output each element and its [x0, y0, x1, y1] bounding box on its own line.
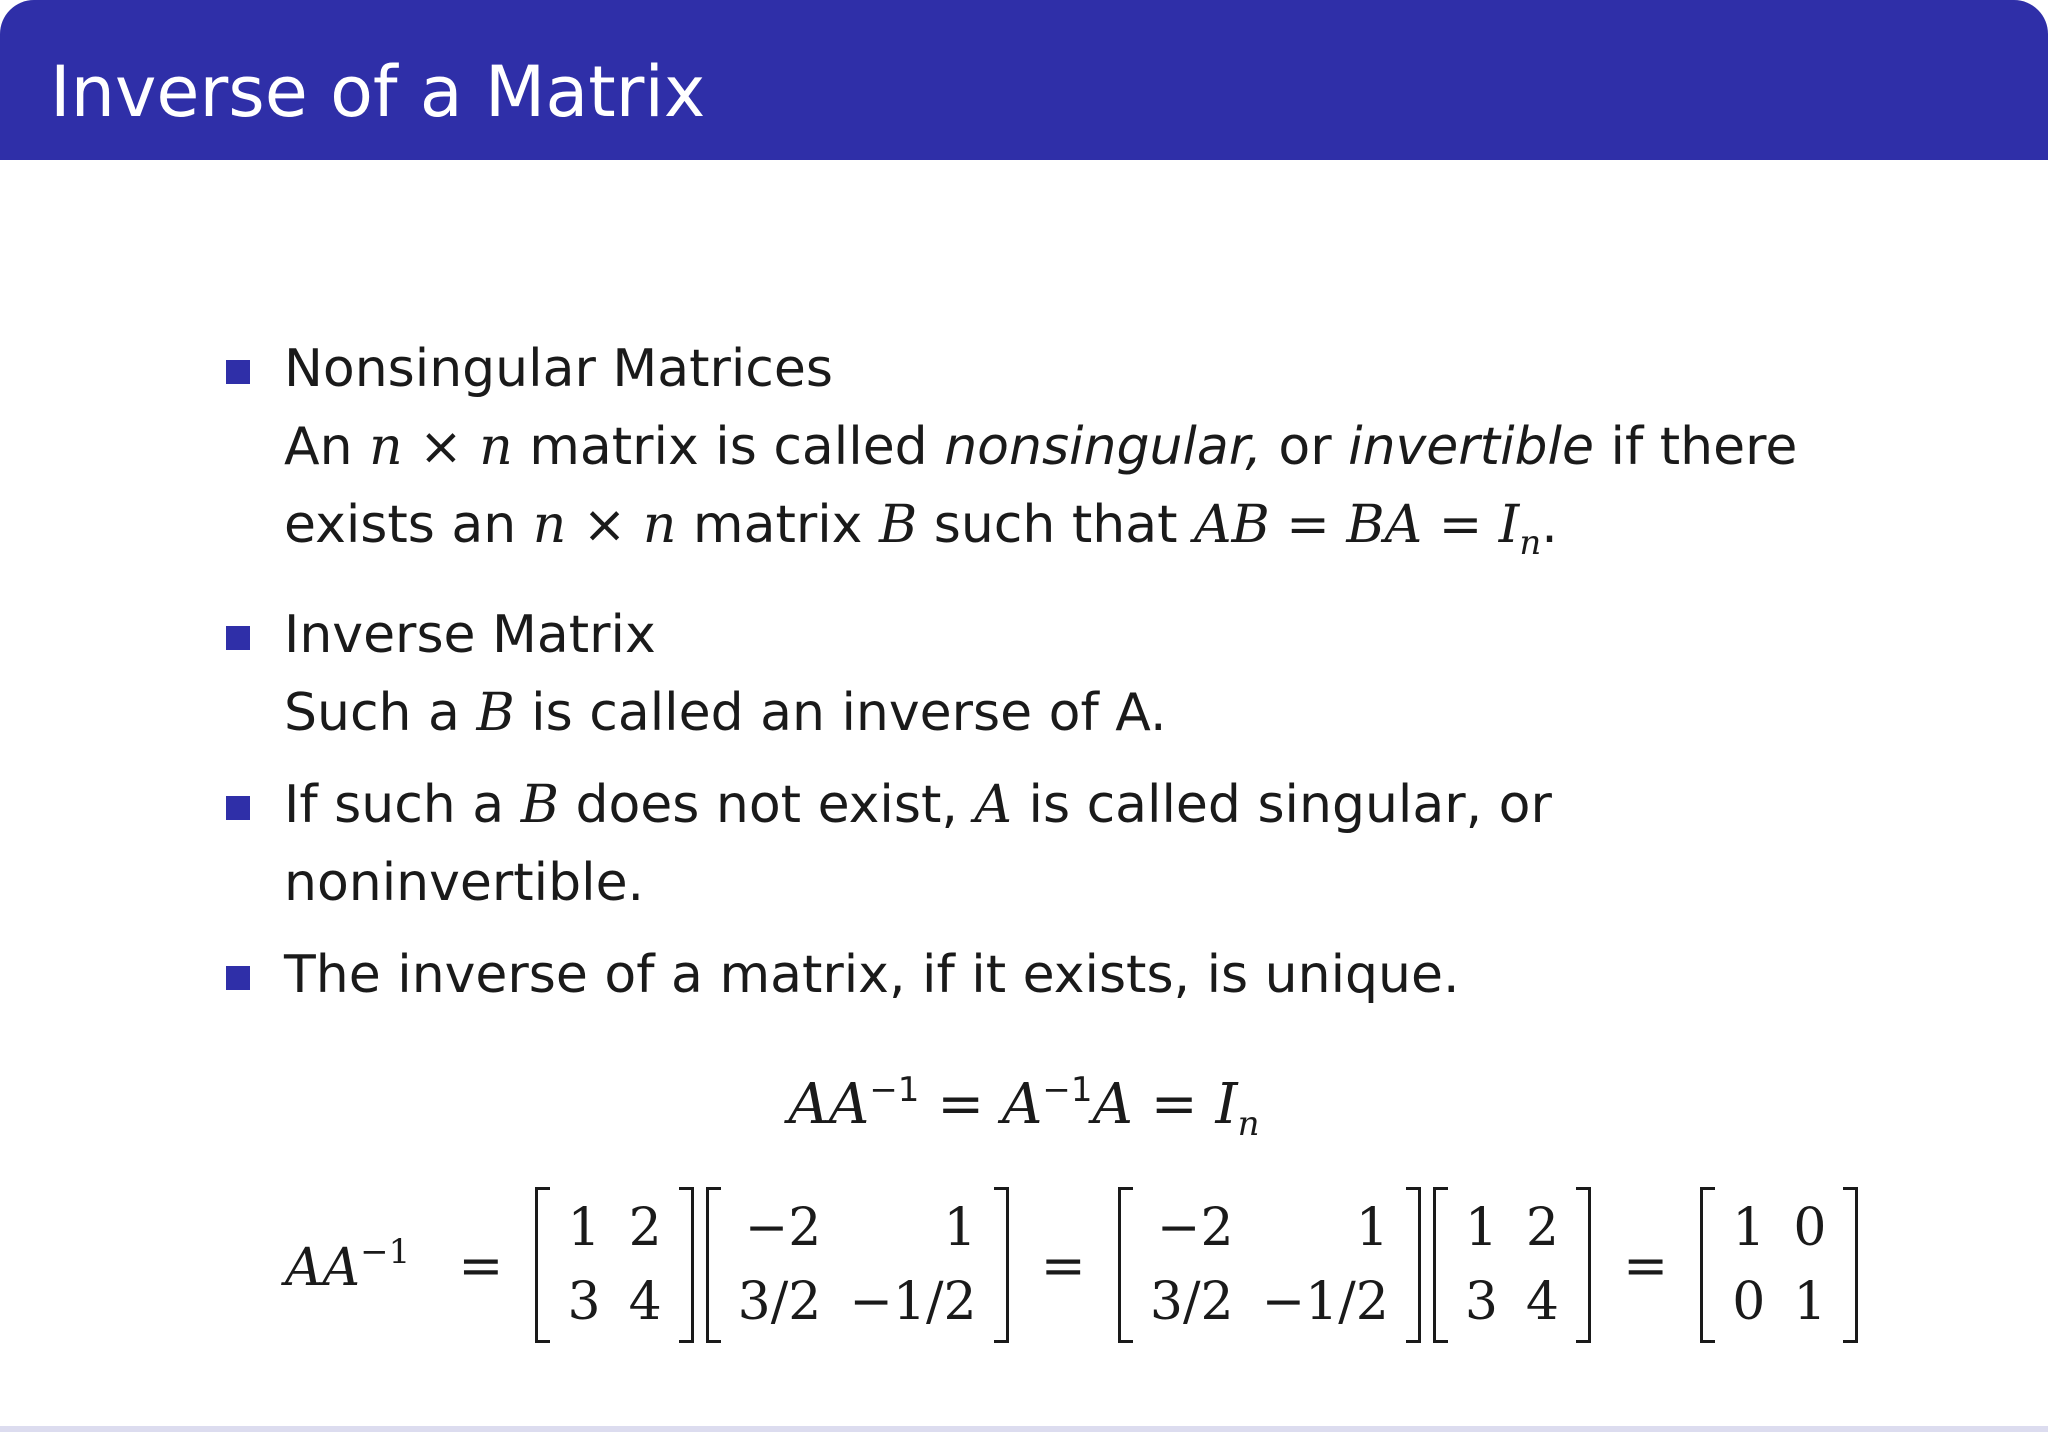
bullet-item-nonsingular	[222, 330, 1872, 582]
matrix-cell: 1	[1793, 1272, 1827, 1332]
matrix-cell: −2	[744, 1198, 822, 1258]
bullet-heading: Inverse Matrix	[284, 605, 656, 665]
matrix-equation	[285, 1185, 1864, 1345]
matrix-cell: 4	[1525, 1272, 1560, 1332]
math-superscript: −1	[1042, 1070, 1093, 1110]
slide-bottom-edge	[0, 1426, 2048, 1432]
matrix-cell: 3	[567, 1272, 601, 1332]
matrix-cell: −2	[1156, 1198, 1234, 1258]
matrix-cell: 0	[1793, 1198, 1827, 1258]
times-symbol: ×	[402, 417, 480, 477]
matrix-cell: −1/2	[849, 1272, 977, 1332]
matrix-cell: 1	[943, 1198, 977, 1258]
emphasis-nonsingular: nonsingular,	[944, 417, 1262, 477]
bullet-item-singular	[222, 766, 1872, 922]
matrix-cell: 4	[628, 1272, 662, 1332]
matrix-equation-lhs	[285, 1232, 410, 1298]
math-var: AA	[285, 1238, 361, 1298]
math-var: I	[1215, 1072, 1238, 1137]
math-var: n	[642, 495, 677, 555]
slide-title: Inverse of a Matrix	[50, 51, 706, 133]
emphasis-invertible: invertible	[1348, 417, 1594, 477]
text-span: such that	[917, 495, 1194, 555]
times-symbol: ×	[566, 495, 643, 555]
matrix-cell: 3/2	[1149, 1272, 1234, 1332]
math-var: n	[369, 417, 403, 477]
text-span: or	[1261, 417, 1349, 477]
bullet-heading: Nonsingular Matrices	[284, 339, 833, 399]
matrix-cell: 3	[1464, 1272, 1498, 1332]
matrix-cell: 2	[628, 1198, 662, 1258]
bullet-list	[222, 330, 1872, 1028]
math-var: B	[476, 683, 515, 743]
text-span: if there exists an	[284, 417, 1798, 555]
math-var: B	[878, 495, 918, 555]
matrix-cell: 3/2	[737, 1272, 822, 1332]
equals-sign: =	[1040, 1233, 1086, 1297]
bullet-body	[284, 766, 1872, 922]
math-var: A	[1001, 1072, 1043, 1137]
bullet-body	[284, 408, 1872, 582]
matrix-cell: 1	[1355, 1198, 1389, 1258]
math-var: B	[520, 775, 559, 835]
equals-sign: =	[1133, 1072, 1216, 1137]
math-subscript: n	[1519, 523, 1542, 563]
math-superscript: −1	[869, 1070, 920, 1110]
matrix-cell: 1	[567, 1198, 601, 1258]
math-var: n	[479, 417, 513, 477]
bullet-square-icon	[226, 360, 250, 384]
text-span: If such a	[284, 775, 521, 835]
matrix-identity	[1700, 1187, 1858, 1343]
text-span: is called singular, or noninvertible.	[284, 775, 1552, 913]
math-equation: AB = BA = I	[1194, 495, 1520, 555]
matrix-a	[535, 1187, 693, 1343]
math-var: A	[1092, 1072, 1133, 1137]
slide-header	[0, 0, 2048, 160]
matrix-cell: 0	[1732, 1272, 1766, 1332]
matrix-a	[1433, 1187, 1591, 1343]
bullet-square-icon	[226, 966, 250, 990]
matrix-cell: 2	[1525, 1198, 1560, 1258]
math-var: A	[974, 775, 1012, 835]
text-span: is called an inverse of A.	[514, 683, 1167, 743]
bullet-item-inverse-matrix	[222, 596, 1872, 752]
math-subscript: n	[1237, 1104, 1260, 1144]
matrix-cell: −1/2	[1261, 1272, 1389, 1332]
text-span: An	[284, 417, 370, 477]
math-var: AA	[788, 1072, 870, 1137]
equals-sign: =	[458, 1233, 504, 1297]
text-span: .	[1541, 495, 1558, 555]
math-superscript: −1	[360, 1232, 411, 1272]
bullet-body	[284, 674, 1872, 752]
bullet-body: The inverse of a matrix, if it exists, is unique.	[284, 945, 1460, 1005]
text-span: matrix is called	[512, 417, 945, 477]
text-span: matrix	[676, 495, 879, 555]
matrix-cell: 1	[1732, 1198, 1766, 1258]
text-span: does not exist,	[558, 775, 975, 835]
bullet-item-unique	[222, 936, 1872, 1014]
matrix-a-inverse	[1118, 1187, 1421, 1343]
matrix-a-inverse	[706, 1187, 1009, 1343]
equals-sign: =	[1623, 1233, 1669, 1297]
math-var: n	[532, 495, 567, 555]
inverse-identity-formula	[0, 1050, 2048, 1164]
matrix-cell: 1	[1464, 1198, 1498, 1258]
bullet-square-icon	[226, 796, 250, 820]
equals-sign: =	[919, 1072, 1002, 1137]
bullet-square-icon	[226, 626, 250, 650]
text-span: Such a	[284, 683, 477, 743]
